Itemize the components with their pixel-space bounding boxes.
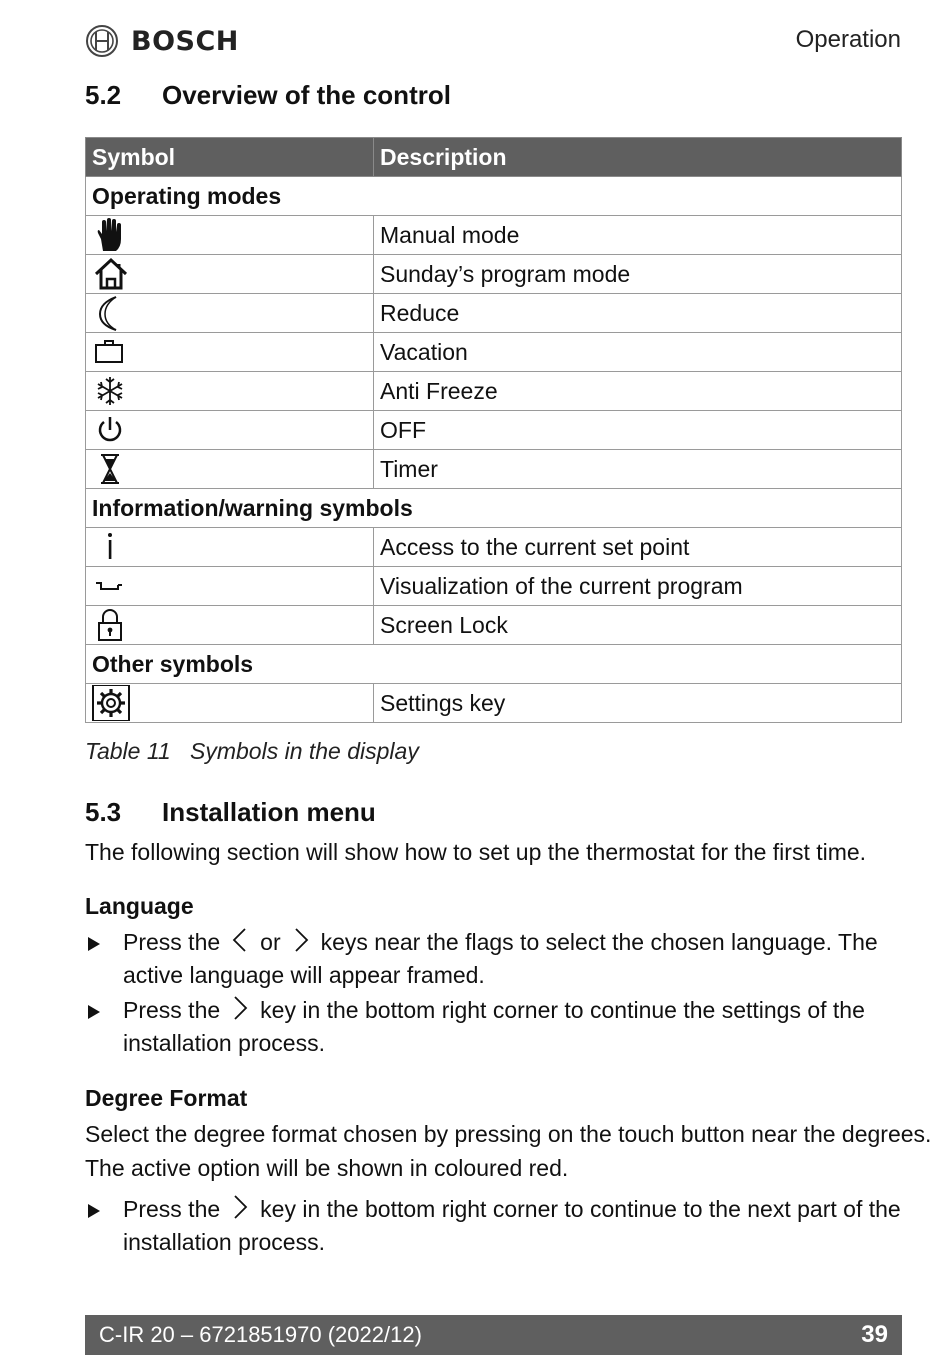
bullet-text: Press the bbox=[123, 1196, 221, 1222]
bullet-text: key in the bottom right corner to continue to the next part of the bbox=[260, 1196, 901, 1222]
table-row bbox=[86, 294, 902, 333]
bullet-triangle-icon bbox=[88, 937, 100, 951]
table-row bbox=[86, 255, 902, 294]
degree-paragraph-line: Select the degree format chosen by pressing on the touch button near the degrees. bbox=[85, 1121, 932, 1147]
bullet-text: installation process. bbox=[123, 1229, 325, 1255]
table-row bbox=[86, 567, 902, 606]
group-row bbox=[86, 645, 902, 684]
snowflake-icon bbox=[92, 373, 130, 409]
section-title: Overview of the control bbox=[162, 80, 451, 110]
hourglass-icon bbox=[92, 451, 130, 487]
section-number: 5.2 bbox=[85, 80, 122, 110]
section-heading-5-2 bbox=[85, 80, 451, 111]
description-cell: Manual mode bbox=[374, 216, 902, 255]
symbol-cell bbox=[86, 216, 374, 255]
gear-icon bbox=[92, 685, 130, 721]
table-row bbox=[86, 411, 902, 450]
house-icon bbox=[92, 256, 130, 292]
symbol-cell bbox=[86, 567, 374, 606]
description-cell: Screen Lock bbox=[374, 606, 902, 645]
section-title: Installation menu bbox=[162, 797, 376, 827]
description-cell: Sunday’s program mode bbox=[374, 255, 902, 294]
column-header: Symbol bbox=[86, 138, 374, 177]
table-row bbox=[86, 606, 902, 645]
table-header-row bbox=[86, 138, 902, 177]
group-title: Information/warning symbols bbox=[86, 489, 902, 528]
description-cell: Timer bbox=[374, 450, 902, 489]
brand-name: BOSCH bbox=[131, 25, 239, 57]
hand-icon bbox=[92, 217, 130, 253]
table-row bbox=[86, 372, 902, 411]
description-cell: Reduce bbox=[374, 294, 902, 333]
power-icon bbox=[92, 412, 130, 448]
table-row bbox=[86, 684, 902, 723]
intro-paragraph: The following section will show how to set up the thermostat for the first time. bbox=[85, 839, 867, 865]
chevron-right-icon bbox=[228, 1194, 252, 1220]
symbol-cell bbox=[86, 684, 374, 723]
symbol-cell bbox=[86, 411, 374, 450]
column-header: Description bbox=[374, 138, 902, 177]
caption-number: Table 11 bbox=[85, 738, 171, 764]
caption-text: Symbols in the display bbox=[190, 738, 419, 764]
chevron-left-icon bbox=[228, 927, 252, 953]
chevron-right-icon bbox=[289, 927, 313, 953]
page-footer bbox=[85, 1315, 902, 1355]
lock-icon bbox=[92, 607, 130, 643]
language-heading: Language bbox=[85, 893, 194, 919]
suitcase-icon bbox=[92, 334, 130, 370]
symbol-cell bbox=[86, 372, 374, 411]
bullet-text: key in the bottom right corner to continue the settings of the bbox=[260, 997, 865, 1023]
bullet-text: Press the bbox=[123, 929, 221, 955]
section-label: Operation bbox=[795, 26, 901, 53]
info-icon bbox=[92, 529, 130, 565]
description-cell: Visualization of the current program bbox=[374, 567, 902, 606]
bosch-logo bbox=[85, 24, 239, 58]
list-item bbox=[85, 926, 905, 992]
symbol-cell bbox=[86, 294, 374, 333]
section-number: 5.3 bbox=[85, 797, 122, 827]
description-cell: Access to the current set point bbox=[374, 528, 902, 567]
document-id: C-IR 20 – 6721851970 (2022/12) bbox=[99, 1322, 422, 1347]
description-cell: OFF bbox=[374, 411, 902, 450]
description-cell: Settings key bbox=[374, 684, 902, 723]
bosch-armature-icon bbox=[85, 24, 119, 58]
list-item bbox=[85, 994, 905, 1060]
section-heading-5-3 bbox=[85, 797, 376, 828]
symbol-cell bbox=[86, 333, 374, 372]
bullet-triangle-icon bbox=[88, 1005, 100, 1019]
table-row bbox=[86, 333, 902, 372]
list-item bbox=[85, 1193, 905, 1259]
symbol-cell bbox=[86, 606, 374, 645]
table-row bbox=[86, 450, 902, 489]
bullet-text: installation process. bbox=[123, 1030, 325, 1056]
symbols-table bbox=[85, 137, 902, 723]
bullet-text: Press the bbox=[123, 997, 221, 1023]
group-title: Other symbols bbox=[86, 645, 902, 684]
description-cell: Anti Freeze bbox=[374, 372, 902, 411]
description-cell: Vacation bbox=[374, 333, 902, 372]
program-wave-icon bbox=[92, 568, 130, 604]
table-caption bbox=[85, 738, 419, 765]
bullet-text: active language will appear framed. bbox=[123, 962, 485, 988]
table-row bbox=[86, 528, 902, 567]
chevron-right-icon bbox=[228, 995, 252, 1021]
table-row bbox=[86, 216, 902, 255]
symbol-cell bbox=[86, 255, 374, 294]
group-title: Operating modes bbox=[86, 177, 902, 216]
symbol-cell bbox=[86, 528, 374, 567]
symbol-cell bbox=[86, 450, 374, 489]
degree-paragraph-line: The active option will be shown in coloured red. bbox=[85, 1155, 569, 1181]
bullet-text: or bbox=[260, 929, 281, 955]
page-number: 39 bbox=[861, 1321, 888, 1348]
bullet-text: keys near the flags to select the chosen language. The bbox=[320, 929, 878, 955]
group-row bbox=[86, 489, 902, 528]
group-row bbox=[86, 177, 902, 216]
bullet-triangle-icon bbox=[88, 1204, 100, 1218]
moon-icon bbox=[92, 295, 130, 331]
degree-format-heading: Degree Format bbox=[85, 1085, 248, 1111]
